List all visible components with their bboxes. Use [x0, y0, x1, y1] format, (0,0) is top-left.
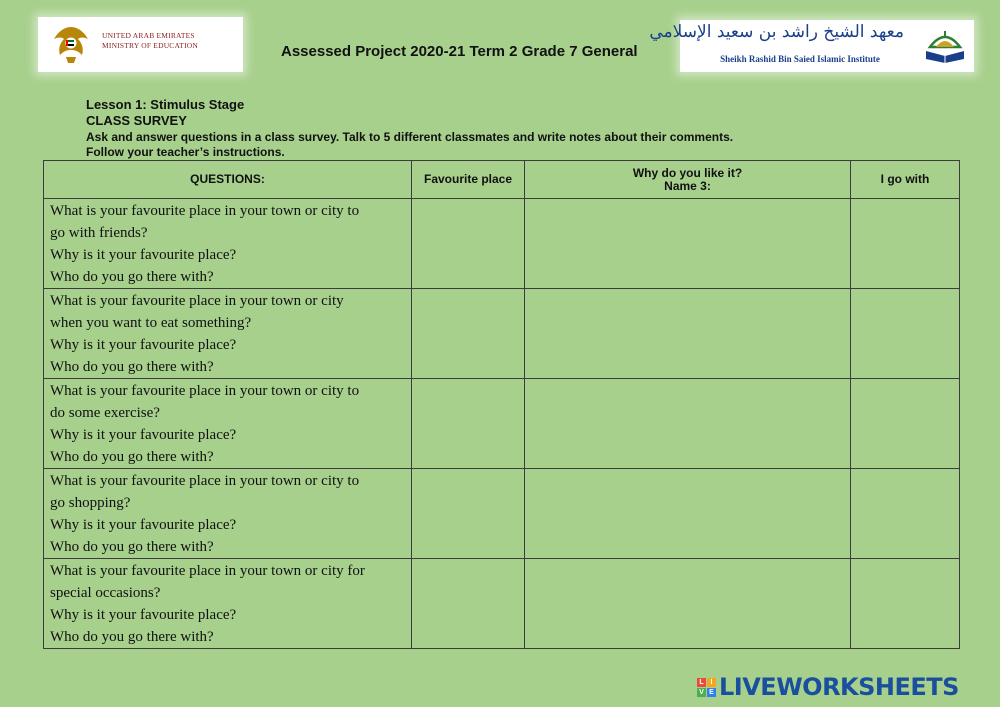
question-cell	[44, 559, 412, 649]
institute-logo	[649, 20, 974, 72]
survey-title: CLASS SURVEY	[86, 113, 187, 128]
header-why-line-2: Name 3:	[664, 178, 711, 193]
question-line: Who do you go there with?	[50, 629, 214, 645]
question-line: What is your favourite place in your town or city to	[50, 473, 360, 489]
institute-arabic-name: معهد الشيخ راشد بن سعيد الإسلامي	[649, 22, 904, 42]
header-why	[525, 161, 851, 199]
grid-letter: V	[697, 688, 706, 697]
go-with-cell[interactable]	[851, 469, 960, 559]
question-line: Why is it your favourite place?	[50, 427, 237, 443]
question-line: go shopping?	[50, 495, 131, 511]
question-line: Why is it your favourite place?	[50, 247, 237, 263]
mosque-book-icon	[922, 25, 968, 67]
grid-letter: I	[707, 678, 716, 687]
header-questions: QUESTIONS:	[44, 161, 412, 199]
table-row	[44, 289, 960, 379]
why-cell[interactable]	[525, 199, 851, 289]
question-line: Who do you go there with?	[50, 539, 214, 555]
question-line: Why is it your favourite place?	[50, 337, 237, 353]
table-row	[44, 469, 960, 559]
why-cell[interactable]	[525, 379, 851, 469]
question-line: What is your favourite place in your town or city to	[50, 203, 360, 219]
question-line: do some exercise?	[50, 405, 160, 421]
table-row	[44, 379, 960, 469]
ministry-line-2: MINISTRY OF EDUCATION	[102, 41, 199, 50]
lesson-title: Lesson 1: Stimulus Stage	[86, 97, 245, 112]
uae-emblem-icon	[46, 23, 96, 67]
survey-instructions: Ask and answer questions in a class survey. Talk to 5 different classmates and write notes about their comments.	[86, 130, 734, 144]
question-line: Who do you go there with?	[50, 359, 214, 375]
header-favourite-place: Favourite place	[412, 161, 525, 199]
go-with-cell[interactable]	[851, 379, 960, 469]
liveworksheets-logo[interactable]	[697, 674, 959, 700]
question-line: What is your favourite place in your town or city	[50, 293, 344, 309]
question-cell	[44, 379, 412, 469]
table-row	[44, 559, 960, 649]
grid-letter: L	[697, 678, 706, 687]
question-line: Who do you go there with?	[50, 269, 214, 285]
question-line: Why is it your favourite place?	[50, 607, 237, 623]
liveworksheets-grid-icon	[697, 678, 716, 697]
survey-table	[43, 160, 960, 649]
favourite-place-cell[interactable]	[412, 199, 525, 289]
grid-letter: E	[707, 688, 716, 697]
institute-english-name: Sheikh Rashid Bin Saied Islamic Institute	[720, 54, 880, 64]
follow-instructions: Follow your teacher’s instructions.	[86, 145, 285, 159]
table-header-row	[44, 161, 960, 199]
go-with-cell[interactable]	[851, 199, 960, 289]
liveworksheets-brand: LIVEWORKSHEETS	[719, 673, 959, 701]
favourite-place-cell[interactable]	[412, 289, 525, 379]
header-go-with: I go with	[851, 161, 960, 199]
go-with-cell[interactable]	[851, 559, 960, 649]
favourite-place-cell[interactable]	[412, 379, 525, 469]
question-line: Why is it your favourite place?	[50, 517, 237, 533]
ministry-line-1: UNITED ARAB EMIRATES	[102, 31, 195, 40]
favourite-place-cell[interactable]	[412, 559, 525, 649]
go-with-cell[interactable]	[851, 289, 960, 379]
why-cell[interactable]	[525, 469, 851, 559]
table-row	[44, 199, 960, 289]
ministry-logo	[38, 17, 243, 72]
question-cell	[44, 199, 412, 289]
question-line: go with friends?	[50, 225, 148, 241]
why-cell[interactable]	[525, 559, 851, 649]
question-line: Who do you go there with?	[50, 449, 214, 465]
header-why-line-1: Why do you like it?	[632, 165, 743, 180]
question-cell	[44, 289, 412, 379]
why-cell[interactable]	[525, 289, 851, 379]
question-line: special occasions?	[50, 585, 161, 601]
ministry-text	[102, 31, 198, 51]
question-line: What is your favourite place in your town or city to	[50, 383, 360, 399]
question-line: What is your favourite place in your town or city for	[50, 563, 365, 579]
page-title: Assessed Project 2020-21 Term 2 Grade 7 General	[281, 43, 638, 60]
question-cell	[44, 469, 412, 559]
question-line: when you want to eat something?	[50, 315, 252, 331]
favourite-place-cell[interactable]	[412, 469, 525, 559]
